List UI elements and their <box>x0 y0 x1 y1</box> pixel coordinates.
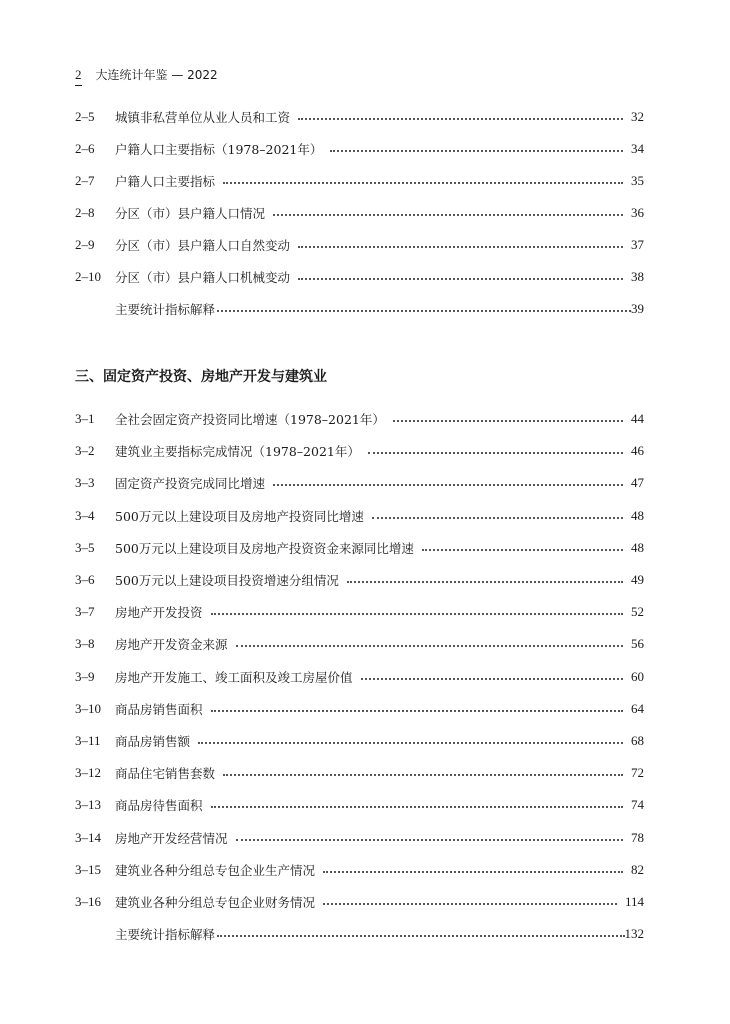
dot-leader <box>217 935 624 937</box>
dot-leader <box>298 118 623 120</box>
dot-leader <box>236 839 623 841</box>
toc-entry-page: 46 <box>631 443 644 459</box>
dot-leader <box>236 645 623 647</box>
toc-entry[interactable] <box>75 924 644 944</box>
toc-entry-code: 3–6 <box>75 572 95 587</box>
toc-entry-code: 3–1 <box>75 411 95 426</box>
toc-entry-page: 52 <box>631 604 644 620</box>
toc-entry-page: 39 <box>631 301 644 316</box>
dot-leader <box>211 806 623 808</box>
toc-entry[interactable] <box>75 570 644 590</box>
toc-entry[interactable] <box>75 139 644 159</box>
dot-leader <box>223 182 623 184</box>
toc-entry-title: 固定资产投资完成同比增速 <box>115 476 266 492</box>
dot-leader <box>223 774 623 776</box>
toc-entry[interactable] <box>75 731 644 751</box>
toc-entry[interactable] <box>75 107 644 127</box>
toc-entry-code: 3–11 <box>75 733 101 748</box>
toc-entry-title: 分区（市）县户籍人口机械变动 <box>115 270 291 285</box>
toc-entry-code: 2–6 <box>75 141 95 156</box>
toc-entry-title: 500万元以上建设项目及房地产投资同比增速 <box>115 508 364 524</box>
dot-leader <box>361 678 623 680</box>
toc-entry-code: 3–3 <box>75 475 95 491</box>
dot-leader <box>393 420 623 422</box>
toc-entry-page: 49 <box>631 572 644 587</box>
toc-entry-page: 47 <box>631 475 644 491</box>
toc-entry[interactable] <box>75 203 644 223</box>
toc-entry[interactable] <box>75 409 644 429</box>
toc-entry-title: 主要统计指标解释 <box>115 927 216 943</box>
toc-entry-code: 3–13 <box>75 797 101 813</box>
toc-entry-code: 3–5 <box>75 539 95 555</box>
toc-entry-code: 3–16 <box>75 894 101 909</box>
toc-entry-title: 主要统计指标解释 <box>115 302 216 317</box>
toc-entry-page: 132 <box>624 926 644 942</box>
toc-entry-page: 32 <box>631 109 644 124</box>
toc-entry-page: 78 <box>631 829 644 845</box>
dot-leader <box>368 452 623 454</box>
toc-entry-page: 64 <box>631 700 644 716</box>
dot-leader <box>323 903 617 905</box>
toc-entry-code: 2–5 <box>75 109 95 124</box>
toc-entry-page: 60 <box>631 668 644 684</box>
toc-entry-code: 3–15 <box>75 861 101 877</box>
toc-entry-title: 城镇非私营单位从业人员和工资 <box>115 110 291 125</box>
toc-entry-title: 500万元以上建设项目及房地产投资资金来源同比增速 <box>115 540 414 556</box>
toc-entry-page: 34 <box>631 141 644 156</box>
toc-entry[interactable] <box>75 299 644 319</box>
book-title: 大连统计年鉴 — 2022 <box>95 68 218 82</box>
toc-entry-page: 68 <box>631 733 644 748</box>
toc-entry-title: 商品房销售面积 <box>115 701 203 717</box>
dot-leader <box>330 150 623 152</box>
dot-leader <box>298 246 623 248</box>
toc-entry-code: 3–7 <box>75 604 95 620</box>
toc-entry-title: 房地产开发施工、竣工面积及竣工房屋价值 <box>115 669 353 685</box>
toc-entry[interactable] <box>75 171 644 191</box>
toc-entry[interactable] <box>75 506 644 526</box>
toc-entry[interactable] <box>75 667 644 687</box>
toc-entry-page: 37 <box>631 237 644 252</box>
toc-entry[interactable] <box>75 634 644 654</box>
toc-entry-page: 38 <box>631 269 644 284</box>
toc-entry-code: 3–2 <box>75 443 95 459</box>
toc-entry-code: 3–12 <box>75 765 101 781</box>
toc-entry-title: 建筑业各种分组总专包企业财务情况 <box>115 895 316 910</box>
section-heading: 三、固定资产投资、房地产开发与建筑业 <box>75 369 327 385</box>
toc-entry-title: 户籍人口主要指标（1978–2021年） <box>115 142 323 157</box>
toc-entry[interactable] <box>75 473 644 493</box>
toc-entry-title: 商品房销售额 <box>115 734 191 749</box>
dot-leader <box>298 278 623 280</box>
toc-entry-page: 48 <box>631 539 644 555</box>
toc-entry-title: 全社会固定资产投资同比增速（1978–2021年） <box>115 412 385 427</box>
toc-entry-page: 36 <box>631 205 644 220</box>
toc-entry-code: 3–9 <box>75 668 95 684</box>
dot-leader <box>372 517 623 519</box>
toc-entry-title: 建筑业各种分组总专包企业生产情况 <box>115 862 316 878</box>
toc-entry-title: 商品房待售面积 <box>115 798 203 814</box>
toc-entry-title: 房地产开发资金来源 <box>115 637 228 653</box>
toc-entry-page: 48 <box>631 507 644 523</box>
toc-entry[interactable] <box>75 699 644 719</box>
dot-leader <box>347 581 623 583</box>
toc-entry-code: 3–4 <box>75 507 95 523</box>
toc-entry-page: 35 <box>631 173 644 188</box>
toc-entry-code: 3–8 <box>75 636 95 652</box>
toc-entry[interactable] <box>75 538 644 558</box>
toc-entry-title: 户籍人口主要指标 <box>115 174 216 189</box>
toc-entry-title: 房地产开发经营情况 <box>115 830 228 846</box>
page-number: 2 <box>75 67 82 82</box>
toc-entry-code: 3–10 <box>75 700 101 716</box>
dot-leader <box>273 214 623 216</box>
toc-entry[interactable] <box>75 860 644 880</box>
toc-entry-page: 56 <box>631 636 644 652</box>
toc-entry[interactable] <box>75 235 644 255</box>
toc-entry[interactable] <box>75 602 644 622</box>
toc-entry-page: 82 <box>631 861 644 877</box>
toc-entry-title: 房地产开发投资 <box>115 605 203 621</box>
toc-entry-title: 商品住宅销售套数 <box>115 766 216 782</box>
toc-entry-title: 建筑业主要指标完成情况（1978–2021年） <box>115 444 360 460</box>
toc-entry-code: 3–14 <box>75 829 101 845</box>
dot-leader <box>273 484 623 486</box>
toc-entry-page: 72 <box>631 765 644 781</box>
dot-leader <box>422 549 623 551</box>
toc-entry-code: 2–7 <box>75 173 95 188</box>
page-header <box>75 66 218 83</box>
toc-entry-code: 2–10 <box>75 269 101 284</box>
toc-entry-title: 分区（市）县户籍人口情况 <box>115 206 266 221</box>
dot-leader <box>323 871 623 873</box>
dot-leader <box>217 310 631 312</box>
toc-entry[interactable] <box>75 441 644 461</box>
toc-entry-code: 2–8 <box>75 205 95 220</box>
dot-leader <box>211 613 623 615</box>
toc-entry-page: 114 <box>624 894 644 909</box>
toc-entry[interactable] <box>75 795 644 815</box>
toc-entry-page: 44 <box>631 411 644 426</box>
toc-entry-title: 分区（市）县户籍人口自然变动 <box>115 238 291 253</box>
toc-entry-code: 2–9 <box>75 237 95 252</box>
dot-leader <box>198 742 623 744</box>
toc-entry[interactable] <box>75 892 644 912</box>
toc-entry-title: 500万元以上建设项目投资增速分组情况 <box>115 573 339 588</box>
toc-entry-page: 74 <box>631 797 644 813</box>
dot-leader <box>211 710 623 712</box>
toc-entry[interactable] <box>75 828 644 848</box>
toc-entry[interactable] <box>75 763 644 783</box>
toc-entry[interactable] <box>75 267 644 287</box>
